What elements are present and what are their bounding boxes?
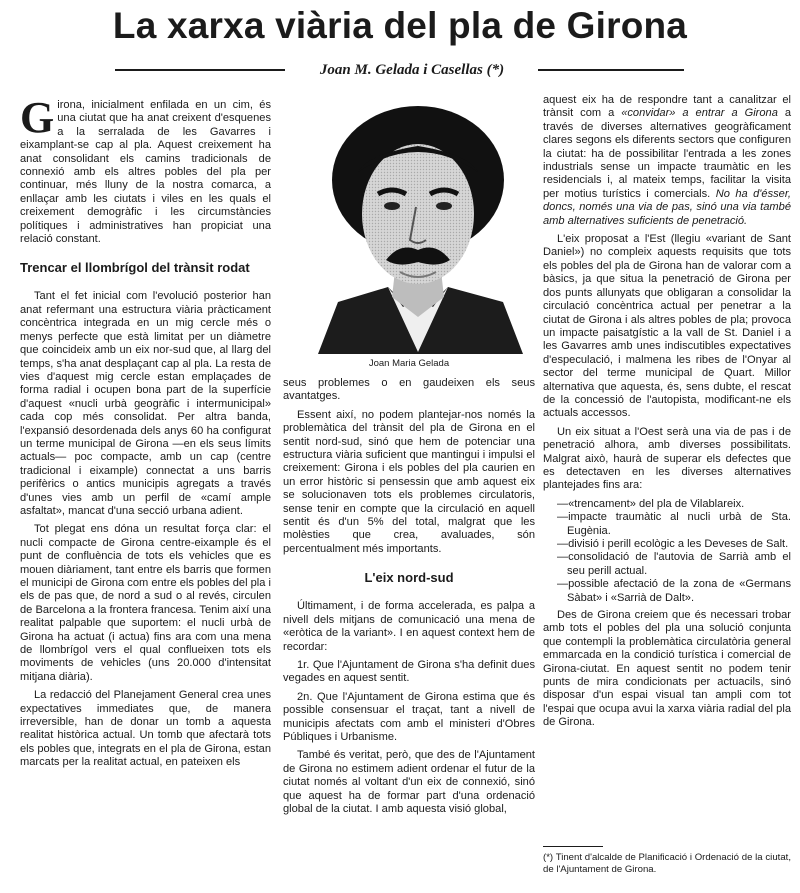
paragraph: Tant el fet inicial com l'evolució posterior han anat refermant una estructura viària pràcticament concèntrica integrada en un mig cercle més o menys perfecte que està limitat per un diàmetre que coincideix amb un eix nor-sud que, al llarg del temps, s'ha anat desplaçant cap al pla. La resta de vies d'aquest mig cercle estan emplaçades de forma radial i ocupen bona part de la superfície d'aquest «nucli urbà geogràfic i intermunicipal» cada cop més consolidat. Per altra banda, l'expansió desordenada dels anys 60 ha configurat un terme municipal de Girona —en els seus límits actuals— poc compacte, amb un cap (centre tradicional i eixample) connectat a uns barris perifèrics o antics municipis agregats a través d'unes vies amb un perfil de «camí ample asfaltat», mancat d'una secció urbana adient. — [20, 290, 271, 517]
paragraph — [543, 94, 791, 228]
text-run: aquest eix ha de respondre tant a canalitzar el trànsit com a — [543, 94, 791, 120]
paragraph: Essent així, no podem plantejar-nos només la problemàtica del trànsit del pla de Girona en el sentit nord-sud, sinó que hem de potenciar una estructura viària suficient que mantingui i impulsi el creixement: Girona i els pobles del pla caurien en un error històric si pensessin que amb aquest eix se solucionaven tots els problemes circulatoris, sense tenir en compte que la circulació en aquell sentit és d'un 5% del total, malgrat que les molèsties que crea, avaluades, són percentualment més importants. — [283, 408, 535, 555]
footnote: (*) Tinent d'alcalde de Planificació i Ordenació de la ciutat, de l'Ajuntament de Girona. — [543, 852, 791, 875]
byline-rule-left — [115, 69, 285, 71]
footnote-rule — [543, 846, 603, 847]
section-heading-eix-nord-sud: L'eix nord-sud — [364, 570, 454, 586]
text-run-italic: No ha d'ésser, doncs, només una via de pas, sinó una via també amb alternatives suficients de penetració. — [543, 187, 791, 227]
article-title: La xarxa viària del pla de Girona — [112, 5, 688, 46]
paragraph: 2n. Que l'Ajuntament de Girona estima que és possible consensuar el traçat, tant a nivell de municipis afectats com amb el ministeri d'Obres Públiques i Urbanisme. — [283, 690, 535, 743]
paragraph: Un eix situat a l'Oest serà una via de pas i de penetració alhora, amb diverses possibilitats. Malgrat això, haurà de superar els defectes que es detectaven en les diverses alternatives plantejades fins ara: — [543, 425, 791, 492]
paragraph: Tot plegat ens dóna un resultat força clar: el nucli compacte de Girona centre-eixample és el punt de confluència de tots els vehicles que es mouen diàriament, tant entre els barris que formen el municipi de Girona com entre els pobles del pla i els de pas que, de nord a sud o al revés, circulen de Barcelona a la frontera francesa. Tenim així una realitat palpable que suportem: el nucli urbà de Girona ha actuat (i actua) fins ara com una mena de llombrígol vers el qual conflueixen tots els moviments de vehicles (uns 20.000 d'intensitat mitjana diària). — [20, 523, 271, 683]
column-right — [543, 94, 791, 735]
list-item: —«trencament» del pla de Vilablareix. — [557, 497, 745, 510]
column-left — [20, 93, 271, 775]
list-item: —consolidació de l'autovia de Sarrià amb el seu perill actual. — [557, 551, 791, 577]
intro-paragraph — [20, 93, 271, 246]
paragraph: seus problemes o en gaudeixen els seus avantatges. — [283, 377, 535, 403]
column-middle — [283, 377, 535, 821]
paragraph: 1r. Que l'Ajuntament de Girona s'ha definit dues vegades en aquest sentit. — [283, 658, 535, 685]
paragraph: Últimament, i de forma accelerada, es palpa a nivell dels mitjans de comunicació una mena de «eròtica de la variant». I en aquest context hem de recordar: — [283, 600, 535, 653]
list-item: —possible afectació de la zona de «Germans Sàbat» i «Sarrià de Dalt». — [557, 578, 791, 604]
portrait-caption: Joan Maria Gelada — [368, 358, 450, 369]
issues-list — [543, 498, 791, 605]
list-item: —divisió i perill ecològic a les Deveses de Salt. — [557, 538, 789, 550]
author-portrait — [308, 102, 528, 354]
paragraph: L'eix proposat a l'Est (llegiu «variant de Sant Daniel») no compleix aquests requisits que tots els pobles del pla de Girona han de valorar com a bàsics, ja que situa la penetració de Girona per dos punts allunyats que obligaran a consolidar la circulació concèntrica actual per penetrar a la ciutat de Girona i als altres pobles de pla; provoca un impacte paisatgístic a la vall de St. Daniel i a les Gavarres amb unes indiscutibles expectatives d'especulació, i malmena les ribes de l'Onyar al sector del terme municipal de Quart. Millor alternativa que aquesta, és, sens dubte, el rescat de la concessió de l'autopista, modificant-ne els actuals accessos. — [543, 233, 791, 420]
text-run: a través de diverses alternatives geogràficament clares segons els diferents sectors que configuren la ciutat: ha de possibilitar l'entrada a les zones industrials sense un impacte traumàtic en les residencials i, al mateix temps, facilitar la visita per motius turístics i comercials. — [543, 107, 791, 200]
paragraph: La redacció del Planejament General crea unes expectatives immediates que, de manera irreversible, han de donar un tomb a aquesta realitat històrica actual. Un tomb que afectarà tots els pobles que, integrats en el pla de Girona, estan marcats per la realitat actual, en pateixen els — [20, 689, 271, 769]
portrait-illustration — [308, 102, 528, 354]
byline: Joan M. Gelada i Casellas (*) — [319, 62, 505, 78]
section-heading-llombrigol: Trencar el llombrígol del trànsit rodat — [20, 260, 250, 276]
drop-cap: G — [20, 93, 55, 142]
paragraph: També és veritat, però, que des de l'Ajuntament de Girona no estimem adient ordenar el futur de la ciutat només al voltant d'un eix de connexió, sinó que aquest ha de formar part d'una ordenació global de la ciutat. I amb aquesta visió global, — [283, 749, 535, 815]
list-item: —impacte traumàtic al nucli urbà de Sta. Eugènia. — [557, 511, 791, 537]
byline-rule-right — [538, 69, 684, 71]
text-run-italic: «convidar» a entrar a Girona — [621, 107, 778, 120]
intro-text: irona, inicialment enfilada en un cim, és una ciutat que ha anat creixent d'esquenes a la serralada de les Gavarres i eixamplant-se cap al pla. Aquest creixement ha anat consolidant els camins tradicionals de connexió amb els altres pobles del pla per continuar, més lluny de la nostra comarca, a enllaçar amb les ciutats i viles en les quals el creixement demogràfic i les circumstàncies polítiques i administratives han propiciat una relació constant. — [20, 99, 271, 246]
paragraph: Des de Girona creiem que és necessari trobar amb tots el pobles del pla una solució conjunta que contempli la problemàtica circulatòria general emmarcada en la condició turística i comercial de Girona-ciutat. En aquest sentit no podem tenir punts de mira condicionats per actuacils, sinó disposar d'un espai visual tan ampli com tot l'espai que ocupa avui la xarxa viària radial del pla de Girona. — [543, 609, 791, 729]
